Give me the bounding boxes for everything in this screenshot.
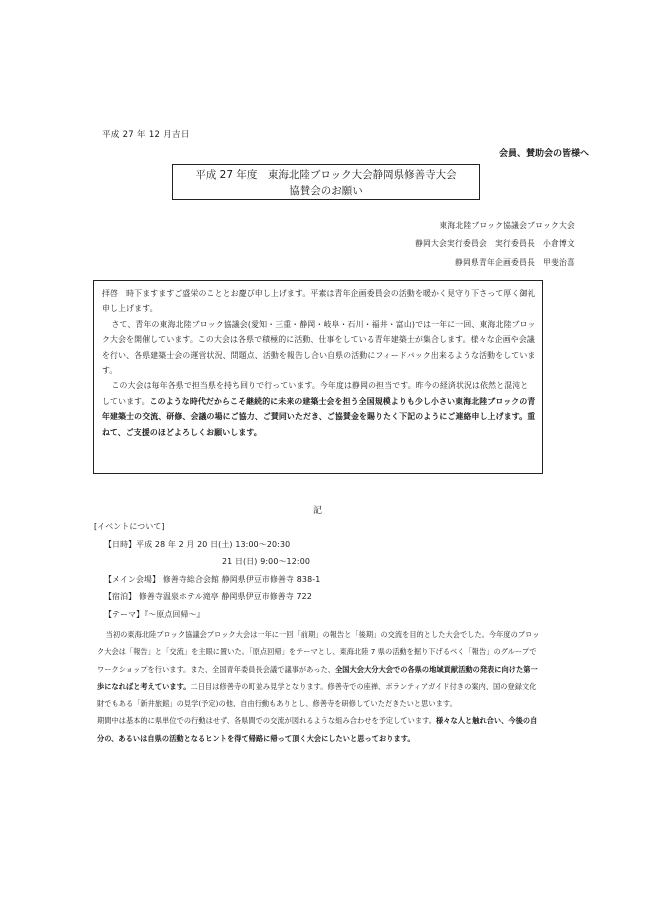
title-line-2: 協賛会のお願い [289, 185, 363, 197]
description-paragraph-1 [97, 626, 542, 712]
event-venue: 【メイン会場】 修善寺総合会館 静岡県伊豆市修善寺 838-1 [104, 574, 321, 584]
letter-paragraph-about: さて、青年の東海北陸ブロック協議会(愛知・三重・静岡・岐阜・石川・福井・富山)では一年に一回、東海北陸ブロック大会を開催しています。この大会は各県で積極的に活動、仕事をしている青年建築士が集合します。様々な企画や会議を行い、各県建築士会の運営状況、問題点、活動を報告し合い自県の活動にフィードバック出来るような活動をしています。 [102, 319, 536, 376]
sender-committee-chair: 静岡大会実行委員会 実行委員長 小倉博文 [415, 239, 575, 248]
description-2-a: 期間中は基本的に県単位での行動はせず、各県間での交流が図れるような組み合わせを予定しています。 [97, 716, 437, 726]
event-description [97, 626, 542, 747]
letter-request-emphasis: このような時代だからこそ継続的に未来の建築士会を担う全国規模よりも少し小さい東海北陸ブロックの青年建築士の交流、研修、会議の場にご協力、ご賛同いただき、ご協賛金を賜りたく下記のようにご連絡申し上げます。重ねて、ご支援のほどよろしくお願いします。 [102, 396, 536, 437]
sender-youth-chair: 静岡県青年企画委員長 甲斐治喜 [455, 258, 575, 267]
date-line: 平成 27 年 12 月吉日 [102, 130, 190, 140]
description-1-emphasis: 全国大会大分大会での各県の地域貢献活動の発表に向けた第一歩になればと考えています。 [97, 664, 538, 691]
description-1-a: 当初の東海北陸ブロック協議会ブロック大会は一年に一回「前期」の報告と「後期」の交流を目的とした大会でした。今年度のブロック大会は「報告」と「交流」を主眼に置いた。「原点回帰」をテーマとし、東海北陸 7 県の活動を掘り下げるべく「報告」のグループでワークショップを行います。また、全国青年委員長会議で議事があった、 [97, 630, 540, 674]
description-paragraph-2 [97, 712, 542, 747]
event-date-line-2: 21 日(日) 9:00～12:00 [222, 557, 311, 567]
sender-organization: 東海北陸ブロック協議会ブロック大会 [439, 221, 575, 230]
event-date-line-1: 【日時】平成 28 年 2 月 20 日(土) 13:00～20:30 [104, 539, 291, 549]
letter-box [93, 280, 543, 474]
event-lodging: 【宿泊】 修善寺温泉ホテル滝亭 静岡県伊豆市修善寺 722 [104, 592, 313, 602]
event-heading: [イベントについて] [94, 522, 165, 531]
letter-paragraph-request [102, 378, 536, 440]
description-2-emphasis: 様々な人と触れ合い、今後の自分の、あるいは自県の活動となるヒントを得て帰路に帰って頂く大会にしたいと思っております。 [97, 716, 538, 743]
title-box [172, 164, 480, 200]
event-theme: 【テーマ】『～原点回帰～』 [104, 609, 205, 619]
title-line-1: 平成 27 年度 東海北陸ブロック大会静岡県修善寺大会 [195, 169, 457, 181]
addressee: 会員、賛助会の皆様へ [498, 149, 589, 159]
event-details [94, 518, 549, 624]
letter-paragraph-greeting: 拝啓 時下ますますご盛栄のこととお慶び申し上げます。平素は青年企画委員会の活動を暖かく見守り下さって厚く御礼申し上げます。 [102, 289, 536, 314]
ki-marker: 記 [313, 506, 323, 516]
letter-request-context: この大会は毎年各県で担当県を持ち回りで行っています。今年度は静岡の担当です。昨今の経済状況は依然と混沌としています。 [102, 381, 529, 406]
description-1-c: 二日目は修善寺の町並み見学となります。修善寺での座禅、ボランティアガイド付きの案内、国の登録文化財でもある「新井旅館」の見学(予定)の他、自由行動もありとし、修善寺を研修していただきたいと思います。 [97, 681, 537, 709]
